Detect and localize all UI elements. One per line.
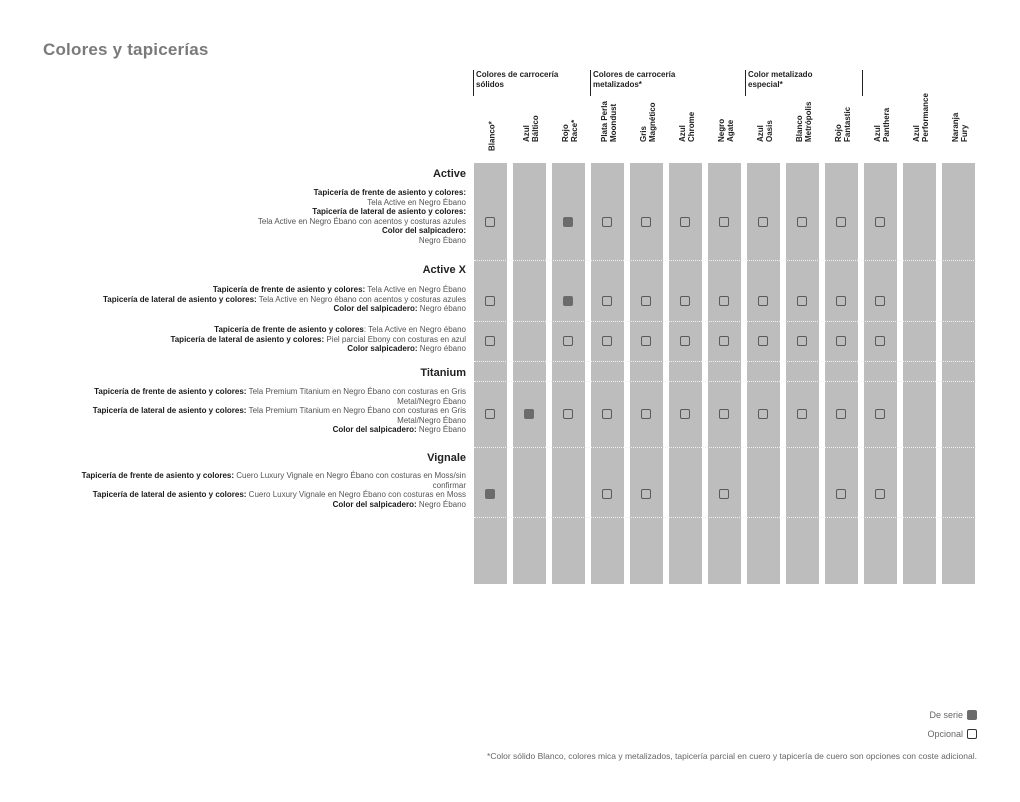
optional-mark-icon bbox=[875, 296, 885, 306]
optional-mark-icon bbox=[758, 217, 768, 227]
column-header-label: Azul Chrome bbox=[678, 111, 696, 142]
optional-mark-icon bbox=[602, 336, 612, 346]
optional-swatch-icon bbox=[967, 729, 977, 739]
optional-mark-icon bbox=[641, 409, 651, 419]
optional-mark-icon bbox=[758, 409, 768, 419]
column-header-label: Rojo Fantastic bbox=[834, 106, 852, 142]
row-divider bbox=[474, 321, 976, 322]
standard-mark-icon bbox=[563, 217, 573, 227]
trim-description bbox=[6, 285, 466, 314]
column-header-label: Azul Performance bbox=[912, 93, 930, 142]
optional-mark-icon bbox=[719, 217, 729, 227]
trim-description bbox=[6, 325, 466, 354]
section-activex: Active X bbox=[422, 264, 466, 276]
description-label: Tapicería de frente de asiento y colores: bbox=[313, 188, 466, 197]
color-column bbox=[903, 163, 936, 584]
description-label: Color del salpicadero: bbox=[332, 499, 417, 509]
description-label: Tapicería de lateral de asiento y colores: bbox=[102, 294, 257, 304]
description-text: Piel parcial Ebony con costuras en azul bbox=[324, 334, 466, 344]
optional-mark-icon bbox=[758, 336, 768, 346]
description-text: confirmar bbox=[432, 480, 466, 490]
description-text: Metal/Negro Ébano bbox=[397, 396, 466, 406]
description-line bbox=[6, 481, 466, 491]
description-line bbox=[6, 188, 466, 198]
optional-mark-icon bbox=[563, 336, 573, 346]
column-header-label: Negro Agate bbox=[717, 118, 735, 142]
optional-mark-icon bbox=[641, 489, 651, 499]
description-line bbox=[6, 490, 466, 500]
description-text: Cuero Luxury Vignale en Negro Ébano con costuras en Moss bbox=[246, 490, 466, 499]
optional-mark-icon bbox=[719, 336, 729, 346]
footnote: *Color sólido Blanco, colores mica y metalizados, tapicería parcial en cuero y tapicería de cuero son opciones con coste adicional. bbox=[487, 751, 977, 761]
optional-mark-icon bbox=[680, 217, 690, 227]
description-line bbox=[6, 471, 466, 481]
column-header-label: Azul Panthera bbox=[873, 107, 891, 142]
description-label: Tapicería de lateral de asiento y colores: bbox=[170, 334, 325, 344]
description-label: Color del salpicadero: bbox=[381, 226, 466, 235]
optional-mark-icon bbox=[797, 217, 807, 227]
column-header-label: Azul Oasis bbox=[756, 120, 774, 142]
column-header-label: Azul Báltico bbox=[522, 115, 540, 142]
description-line bbox=[6, 416, 466, 426]
column-header bbox=[474, 100, 510, 160]
optional-mark-icon bbox=[836, 409, 846, 419]
description-label: Color del salpicadero: bbox=[333, 304, 418, 313]
optional-mark-icon bbox=[641, 336, 651, 346]
description-line bbox=[6, 325, 466, 335]
description-text: : Tela Active en Negro ébano bbox=[363, 325, 466, 334]
optional-mark-icon bbox=[836, 296, 846, 306]
optional-mark-icon bbox=[485, 336, 495, 346]
description-text: Negro Ébano bbox=[418, 235, 466, 245]
column-header-label: Gris Magnético bbox=[639, 102, 657, 142]
standard-mark-icon bbox=[563, 296, 573, 306]
optional-mark-icon bbox=[797, 296, 807, 306]
description-line bbox=[6, 295, 466, 305]
description-label: Tapicería de frente de asiento y colores: bbox=[94, 387, 247, 396]
standard-swatch-icon bbox=[967, 710, 977, 720]
column-header bbox=[786, 100, 822, 160]
description-text: Tela Active en Negro Ébano con acentos y costuras azules bbox=[257, 216, 466, 226]
column-header bbox=[708, 100, 744, 160]
description-label: Color del salpicadero: bbox=[332, 425, 417, 434]
description-line bbox=[6, 335, 466, 345]
description-line bbox=[6, 207, 466, 217]
group-header-solid: Colores de carrocería sólidos bbox=[473, 70, 586, 96]
optional-mark-icon bbox=[602, 489, 612, 499]
row-divider bbox=[474, 260, 976, 261]
section-vignale: Vignale bbox=[427, 452, 466, 464]
column-header bbox=[513, 100, 549, 160]
column-header-label: Rojo Race* bbox=[561, 119, 579, 142]
optional-mark-icon bbox=[836, 336, 846, 346]
column-header bbox=[552, 100, 588, 160]
description-line bbox=[6, 226, 466, 236]
trim-description bbox=[6, 471, 466, 509]
optional-mark-icon bbox=[719, 409, 729, 419]
optional-mark-icon bbox=[797, 336, 807, 346]
optional-mark-icon bbox=[875, 409, 885, 419]
optional-mark-icon bbox=[875, 336, 885, 346]
group-header-special: Color metalizado especial* bbox=[745, 70, 848, 96]
group-header-metallic: Colores de carrocería metalizados* bbox=[590, 70, 693, 96]
optional-mark-icon bbox=[836, 217, 846, 227]
description-text: Negro Ébano bbox=[416, 499, 466, 509]
optional-mark-icon bbox=[641, 296, 651, 306]
optional-mark-icon bbox=[602, 296, 612, 306]
description-text: Tela Active en Negro Ébano bbox=[365, 285, 466, 294]
optional-mark-icon bbox=[602, 217, 612, 227]
description-text: Metal/Negro Ébano bbox=[397, 415, 466, 425]
description-line bbox=[6, 236, 466, 246]
optional-mark-icon bbox=[485, 409, 495, 419]
optional-mark-icon bbox=[875, 217, 885, 227]
legend-standard bbox=[929, 710, 977, 721]
optional-mark-icon bbox=[641, 217, 651, 227]
optional-mark-icon bbox=[758, 296, 768, 306]
description-text: Tela Premium Titanium en Negro Ébano con costuras en Gris bbox=[246, 406, 466, 415]
optional-mark-icon bbox=[719, 296, 729, 306]
description-text: Tela Active en Negro ébano con acentos y costuras azules bbox=[256, 294, 466, 304]
legend-optional-label: Opcional bbox=[927, 729, 963, 739]
column-header bbox=[942, 100, 978, 160]
standard-mark-icon bbox=[485, 489, 495, 499]
column-header bbox=[825, 100, 861, 160]
column-header bbox=[591, 100, 627, 160]
description-line bbox=[6, 500, 466, 510]
description-text: Negro ébano bbox=[417, 304, 466, 313]
description-line bbox=[6, 344, 466, 354]
column-header bbox=[630, 100, 666, 160]
row-divider bbox=[474, 517, 976, 518]
column-header-label: Blanco* bbox=[487, 121, 497, 151]
optional-mark-icon bbox=[680, 336, 690, 346]
description-line bbox=[6, 387, 466, 397]
row-divider bbox=[474, 447, 976, 448]
optional-mark-icon bbox=[836, 489, 846, 499]
description-text: Cuero Luxury Vignale en Negro Ébano con costuras en Moss/sin bbox=[234, 471, 466, 480]
row-divider bbox=[474, 381, 976, 382]
description-text: Tela Active en Negro Ébano bbox=[367, 197, 466, 207]
optional-mark-icon bbox=[680, 409, 690, 419]
trim-description bbox=[6, 188, 466, 245]
group-header-divider bbox=[862, 70, 875, 96]
description-label: Tapicería de frente de asiento y colores bbox=[214, 325, 364, 334]
description-label: Tapicería de frente de asiento y colores: bbox=[81, 471, 235, 480]
optional-mark-icon bbox=[563, 409, 573, 419]
description-label: Tapicería de lateral de asiento y colores: bbox=[312, 207, 466, 216]
optional-mark-icon bbox=[485, 296, 495, 306]
section-titanium: Titanium bbox=[420, 367, 466, 379]
column-header-label: Plata Perla Moondust bbox=[600, 101, 618, 142]
description-label: Tapicería de lateral de asiento y colores: bbox=[92, 406, 247, 415]
description-line bbox=[6, 217, 466, 227]
description-line bbox=[6, 406, 466, 416]
description-label: Color salpicadero: bbox=[347, 344, 418, 353]
color-column bbox=[942, 163, 975, 584]
optional-mark-icon bbox=[875, 489, 885, 499]
optional-mark-icon bbox=[485, 217, 495, 227]
description-line bbox=[6, 397, 466, 407]
description-text: Negro Ébano bbox=[416, 425, 466, 434]
optional-mark-icon bbox=[680, 296, 690, 306]
legend-optional bbox=[927, 729, 977, 740]
description-label: Tapicería de frente de asiento y colores: bbox=[212, 285, 366, 294]
description-text: Tela Premium Titanium en Negro Ébano con costuras en Gris bbox=[246, 387, 466, 396]
optional-mark-icon bbox=[719, 489, 729, 499]
section-active: Active bbox=[432, 168, 466, 180]
trim-description bbox=[6, 387, 466, 435]
description-text: Negro ébano bbox=[417, 344, 466, 353]
column-header bbox=[903, 93, 939, 160]
color-column bbox=[513, 163, 546, 584]
legend-standard-label: De serie bbox=[929, 710, 963, 720]
page-title: Colores y tapicerías bbox=[43, 40, 209, 59]
column-header-label: Blanco Metrópolis bbox=[795, 101, 813, 142]
optional-mark-icon bbox=[602, 409, 612, 419]
column-header bbox=[864, 100, 900, 160]
row-divider bbox=[474, 361, 976, 362]
description-line bbox=[6, 198, 466, 208]
column-header bbox=[669, 100, 705, 160]
description-label: Tapicería de lateral de asiento y colores: bbox=[92, 490, 247, 499]
description-line bbox=[6, 285, 466, 295]
description-line bbox=[6, 425, 466, 435]
column-header-label: Naranja Fury bbox=[951, 112, 969, 142]
description-line bbox=[6, 304, 466, 314]
column-header bbox=[747, 100, 783, 160]
standard-mark-icon bbox=[524, 409, 534, 419]
optional-mark-icon bbox=[797, 409, 807, 419]
